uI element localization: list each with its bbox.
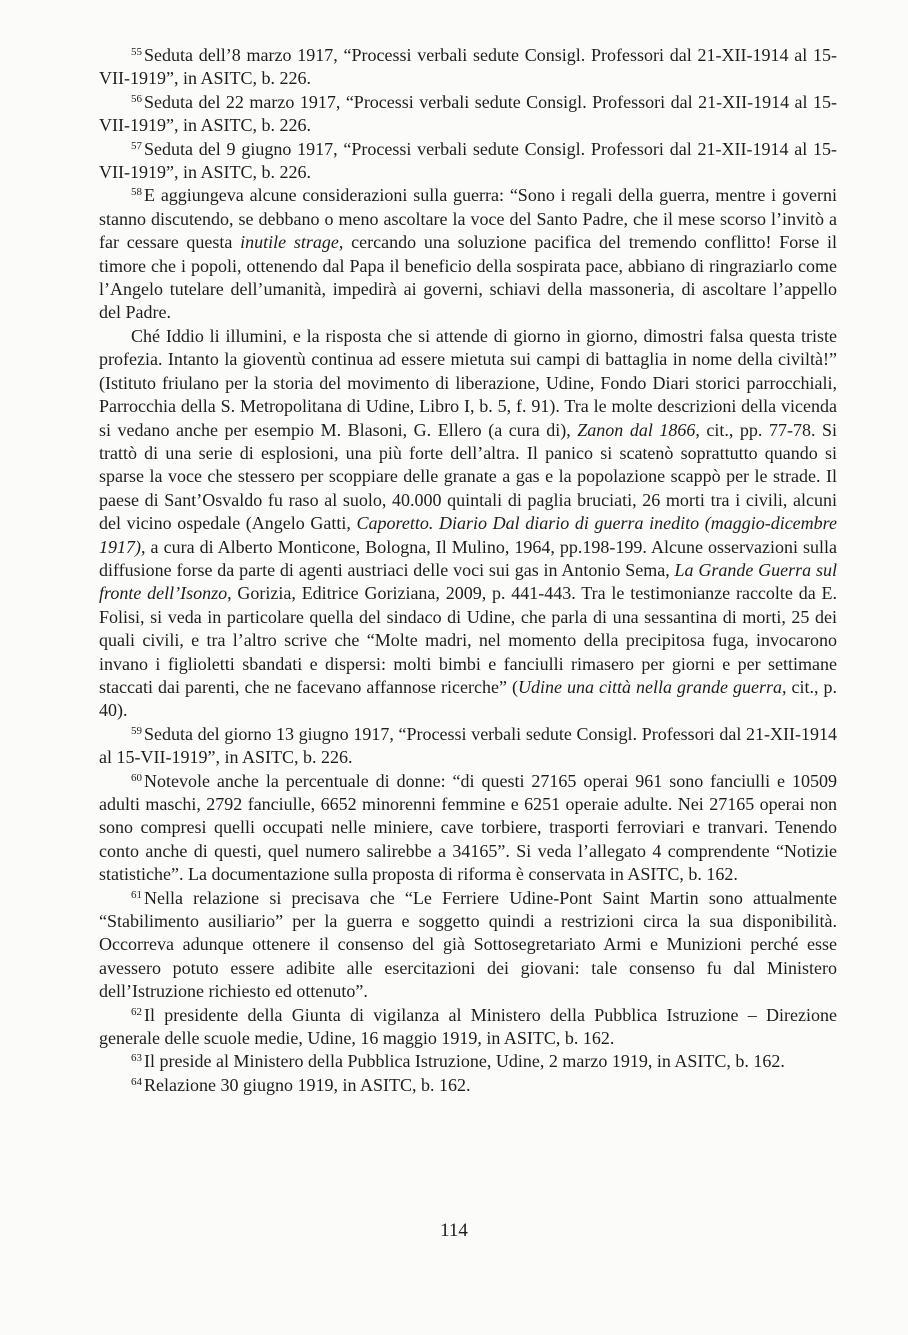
footnote-italic-title: Caporetto. Diario Dal diario di guerra inedito (maggio-dicembre 1917)	[99, 513, 837, 557]
footnote-text: Il preside al Ministero della Pubblica Istruzione, Udine, 2 marzo 1919, in ASITC, b. 162.	[144, 1051, 785, 1072]
footnote-number: 58	[131, 186, 142, 199]
footnote-number: 55	[131, 46, 142, 58]
footnote-64	[99, 1074, 837, 1097]
footnote-number: 59	[131, 724, 142, 737]
footnote-61	[99, 887, 837, 1004]
footnote-text: , cercando una soluzione pacifica del tremendo conflitto! Forse il timore che i popoli, ottenendo dal Papa il beneficio della sospirata pace, abbiano di ringraziarlo come l’Angelo tutelare dell’umanità, impedirà ai governi, schiavi della massoneria, di ascoltare l’appello del Padre.	[99, 232, 837, 323]
footnote-text: Relazione 30 giugno 1919, in ASITC, b. 162.	[144, 1074, 471, 1095]
footnote-text: , cit., pp. 77-78. Si trattò di una serie di esplosioni, una più forte dell’altra. Il panico si scatenò soprattutto quando si sparse la voce che stessero per scoppiare delle granate a gas e la popolazione scappò per le strade. Il paese di Sant’Osvaldo fu raso al suolo, 40.000 quintali di paglia bruciati, 26 morti tra i civili, alcuni del vicino ospedale (Angelo Gatti,	[99, 419, 838, 534]
footnote-italic-title: Udine una città nella grande guerra	[517, 676, 782, 697]
footnote-text: Ché Iddio li illumini, e la risposta che si attende di giorno in giorno, dimostri falsa questa triste profezia. Intanto la gioventù continua ad essere mietuta sui campi di battaglia in nome della civiltà!” (Istituto friulano per la storia del movimento di liberazione, Udine, Fondo Diari storici parrocchiali, Parrocchia della S. Metropolitana di Udine, Libro I, b. 5, f. 91). Tra le molte descrizioni della vicenda si vedano anche per esempio M. Blasoni, G. Ellero (a cura di),	[99, 325, 837, 440]
footnote-text: Notevole anche la percentuale di donne: “di questi 27165 operai 961 sono fanciulli e 10509 adulti maschi, 2792 fanciulle, 6652 minorenni femmine e 6251 operaie adulte. Nei 27165 operai non sono compresi quelli occupati nelle miniere, cave torbiere, trasporti ferroviari e tranvari. Tenendo conto anche di questi, quel numero salirebbe a 34165”. Si veda l’allegato 4 comprendente “Notizie statistiche”. La documentazione sulla proposta di riforma è conservata in ASITC, b. 162.	[99, 770, 837, 885]
footnote-text: , Gorizia, Editrice Goriziana, 2009, p. 441-443. Tra le testimonianze raccolte da E. Folisi, si veda in particolare quella del sindaco di Udine, che parla di una sessantina di morti, 25 dei quali civili, e tra l’altro scrive che “Molte madri, nel momento della precipitosa fuga, invocarono invano i figlioletti sbandati e dispersi: molti bimbi e fanciulli rimasero per giorni e per settimane staccati dai parenti, che ne facevano affannose ricerche” (	[99, 583, 837, 697]
footnote-text: , a cura di Alberto Monticone, Bologna, Il Mulino, 1964, pp.198-199. Alcune osservazioni sulla diffusione forse da parte di agenti austriaci delle voci sui gas in Antonio Sema,	[99, 536, 837, 580]
footnotes-block	[99, 44, 837, 1097]
footnote-56	[99, 91, 837, 138]
footnote-italic-title: Zanon dal 1866	[577, 419, 696, 440]
footnote-number: 64	[131, 1075, 142, 1088]
footnote-italic-title: inutile strage	[240, 232, 339, 253]
footnote-number: 57	[131, 139, 142, 152]
footnote-text: E aggiungeva alcune considerazioni sulla guerra: “Sono i regali della guerra, mentre i governi stanno discutendo, se debbano o meno ascoltare la voce del Santo Padre, che il mese scorso l’invitò a far cessare questa	[99, 185, 837, 253]
footnote-55	[99, 44, 837, 91]
footnote-text: Seduta del giorno 13 giugno 1917, “Processi verbali sedute Consigl. Professori dal 21-XII-1914 al 15-VII-1919”, in ASITC, b. 226.	[99, 723, 837, 768]
footnote-italic-title: La Grande Guerra sul fronte dell’Isonzo	[99, 559, 838, 604]
footnote-63	[99, 1050, 837, 1073]
footnote-text: , cit., p. 40).	[99, 676, 838, 721]
footnote-62	[99, 1004, 837, 1051]
footnote-number: 62	[131, 1005, 142, 1018]
footnote-text: Seduta del 22 marzo 1917, “Processi verbali sedute Consigl. Professori dal 21-XII-1914 al 15-VII-1919”, in ASITC, b. 226.	[99, 91, 837, 136]
footnote-number: 60	[131, 771, 142, 784]
footnote-text: Il presidente della Giunta di vigilanza al Ministero della Pubblica Istruzione – Direzione generale delle scuole medie, Udine, 16 maggio 1919, in ASITC, b. 162.	[99, 1004, 837, 1049]
footnote-number: 56	[131, 92, 142, 105]
footnote-number: 63	[131, 1052, 142, 1065]
footnote-number: 61	[131, 888, 142, 901]
footnote-text: Nella relazione si precisava che “Le Ferriere Udine-Pont Saint Martin sono attualmente “Stabilimento ausiliario” per la guerra e soggetto quindi a restrizioni circa la sua disponibilità. Occorreva adunque ottenere il consenso del già Sottosegretariato Armi e Munizioni perché esse avessero potuto essere adibite alle esercitazioni dei giovani: tale consenso fu dal Ministero dell’Istruzione richiesto ed ottenuto”.	[99, 887, 837, 1002]
footnote-text: Seduta del 9 giugno 1917, “Processi verbali sedute Consigl. Professori dal 21-XII-1914 al 15-VII-1919”, in ASITC, b. 226.	[99, 138, 837, 183]
footnote-60	[99, 770, 837, 887]
footnote-57	[99, 138, 837, 185]
footnote-59	[99, 723, 837, 770]
page-number: 114	[440, 1220, 468, 1241]
footnote-58-continuation	[99, 325, 837, 723]
footnote-58	[99, 184, 837, 324]
footnote-text: Seduta dell’8 marzo 1917, “Processi verbali sedute Consigl. Professori dal 21-XII-1914 al 15-VII-1919”, in ASITC, b. 226.	[99, 45, 837, 89]
